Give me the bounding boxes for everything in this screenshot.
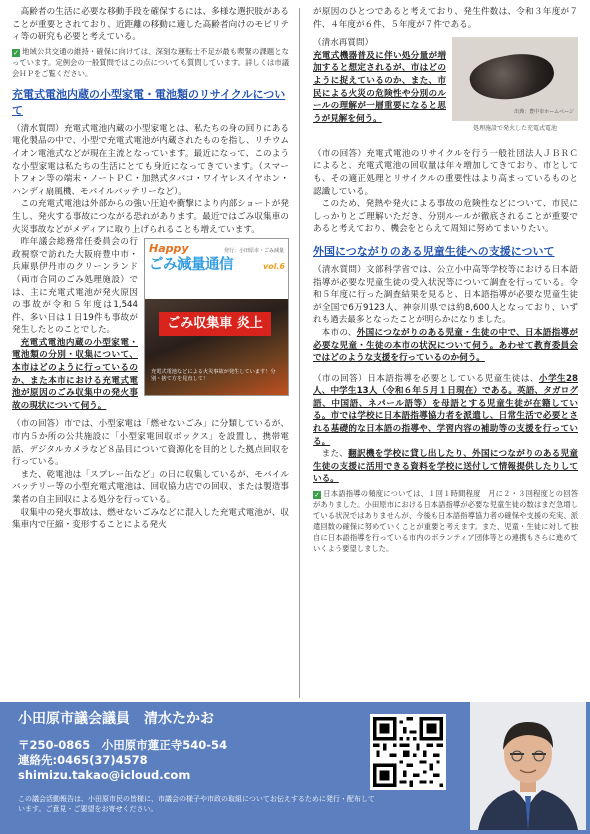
question-paragraph-3: 昨年議会総務常任委員会の行政視察で訪れた大阪府豊中市・兵庫県伊丹市のクリーンランド（両市合同のごみ処理施設）では、主に充電式電池が発火原因の事故が令和５年度は1,544件、多い日は１日19件も事故が発生したとのことでした。 bbox=[12, 237, 138, 336]
re-question-text: 充電式機器普及に伴い処分量が増加すると想定されるが、市はどのように捉えているのか、また、市民による火災の危険性や分別のルールの理解が一層重要になると思うが見解を伺う。 bbox=[313, 50, 446, 124]
checkmark-icon: ✓ bbox=[314, 491, 320, 500]
question-paragraph-2: この充電式電池は外部からの強い圧迫や衝撃により内部ショートが発生し、発火する事故につながる恐れがあります。最近ではごみ収集車の火災事故などがメディアに取り上げられることも増えています。 bbox=[12, 199, 289, 235]
councillor-portrait-photo bbox=[470, 702, 586, 830]
re-answer-label: （市の回答） bbox=[313, 148, 367, 159]
question-paragraph-1 bbox=[12, 123, 289, 199]
answer2-paragraph-1 bbox=[313, 373, 578, 449]
section-title-foreign-students: 外国につながりのある児童生徒への支援について bbox=[313, 244, 555, 258]
question-label: （清水質問） bbox=[12, 123, 64, 134]
photo-credit: 出典：豊中市ホームページ bbox=[514, 108, 574, 115]
flyer-small-text: 発行：小田原市・ごみ減量 bbox=[223, 248, 284, 255]
councillor-name: 小田原市議会議員 清水たかお bbox=[18, 711, 214, 727]
column-divider bbox=[299, 8, 300, 698]
gomi-newsletter-flyer-image bbox=[144, 238, 289, 396]
answer2-text-pre: 日本語指導を必要としている児童生徒は、 bbox=[367, 373, 539, 384]
answer-text-1: 市では、小型家電は「燃せないごみ」に分類しているが、市内５か所の公共施設に「小型家電回収ボックス」を設置し、携帯電話、デジタルカメラなど８品目について資源化を目的とした拠点回収を行っている。 bbox=[12, 419, 289, 468]
re-question-label: （清水再質問） bbox=[313, 38, 374, 49]
phone-number: 連絡先:0465(37)4578 bbox=[18, 753, 148, 767]
question-paragraph-4: 充電式電池内蔵の小型家電・電池類の分別・収集について、本市はどのように行っているのか、また本市における充電式電池が原因のごみ収集中の発火事故の現状について伺う。 bbox=[12, 337, 138, 411]
answer2-note bbox=[313, 488, 578, 554]
battery-photo-figure bbox=[452, 37, 578, 136]
intro-paragraph: 高齢者の生活に必要な移動手段を確保するには、多様な選択肢があることが重要とされており、近距離の移動に適した高齢者向けのモビリティ等の研究も必要と考えている。 bbox=[12, 7, 289, 43]
intro-note bbox=[12, 46, 289, 79]
answer-continuation: が原因のひとつであると考えており、発生件数は、令和３年度が７件、４年度が６件、５年度が７件である。 bbox=[313, 7, 578, 30]
right-column bbox=[313, 6, 578, 554]
answer2-text-pre-2: また、 bbox=[321, 449, 349, 460]
answer2-label: （市の回答） bbox=[313, 373, 368, 384]
question2-text-underlined: 外国につながりのある児童・生徒の中で、日本語指導が必要な児童・生徒の本市の状況について伺う。あわせて教育委員会ではどのような支援を行っているのか伺う。 bbox=[313, 327, 578, 364]
re-answer-paragraph-2: このため、発熱や発火による事故の危険性などについて、市民にしっかりとご理解いただき、分別ルールが徹底されることが重要であると考えており、機会をとらえて周知に努めてまいりたい。 bbox=[313, 199, 578, 235]
answer2-note-text: 日本語指導の頻度については、１回１時間程度 月に２・３回程度との回答がありました。小田原市における日本語指導が必要な児童生徒の数はまだ急増している状況ではありませんが、今後も日本語指導協力者の確保や支援の充実、派遣回数の確保に努めていくことが重要と考えます。また、児童・生徒に対して独自に日本語指導を行っている市内のボランティア団体等との連携もさらに進めていくよう要望しました。 bbox=[313, 489, 578, 554]
contact-block bbox=[18, 738, 227, 783]
answer-paragraph-2: また、乾電池は「スプレー缶など」の日に収集しているが、モバイルバッテリー等の小型充電式電池は、回収協力店での回収、または製造事業者の自主回収による処分を行っている。 bbox=[12, 469, 289, 505]
footer-contact-bar bbox=[0, 702, 590, 834]
answer-paragraph-1 bbox=[12, 418, 289, 468]
left-column bbox=[12, 6, 289, 532]
question-text-1: 充電式電池内蔵の小型家電とは、私たちの身の回りにある電化製品の中で、小型で充電式電池が内蔵されたものを指し、リチウムイオン電池式などが現在主流となっています。最近になって、このような小型家電は私たちの生活にとても身近になってきています。（スマートフォン等の端末・ノートＰＣ・加熱式タバコ・ワイヤレスイヤホン・ハンディ扇風機、モバイルバッテリーなど）。 bbox=[12, 123, 289, 197]
intro-note-text: 地域公共交通の維持・確保に向けては、深刻な運転士不足が最も喫緊の課題となっています。定例会の一般質問ではこの点についても質問しています。詳しくは市議会ＨＰをご覧ください。 bbox=[12, 46, 289, 78]
answer2-text-underlined-2: 翻訳機を学校に貸し出したり、外国につながりのある児童生徒の支援に活用できる資料を学校に送付して情報提供したりしている。 bbox=[313, 449, 578, 485]
flyer-caption: 充電式電池などによる火災事故が発生しています！分別・捨て方を見直して！ bbox=[151, 369, 276, 383]
postal-address: 〒250-0865 小田原市蓮正寺540-54 bbox=[18, 738, 228, 752]
answer2-text-underlined: 小学生28人、中学生13人（令和６年５月１日現在）である。英語、タガログ語、中国語、ネパール語等）を母語とする児童生徒が在籍している。市では学校に日本語指導協力者を派遣し、日常生活で必要とされる基礎的な日本語の指導や、学習内容の補助等の支援を行っている。 bbox=[313, 373, 578, 447]
section-title-battery-recycling: 充電式電池内蔵の小型家電・電池類のリサイクルについて bbox=[12, 87, 286, 117]
answer-paragraph-3: 収集中の発火事故は、燃せないごみなどに混入した充電式電池が、収集車内で圧縮・変形することによる発火 bbox=[12, 507, 289, 531]
question2-paragraph-1 bbox=[313, 264, 578, 327]
email-address[interactable]: shimizu.takao@icloud.com bbox=[18, 768, 191, 782]
qr-code[interactable] bbox=[370, 714, 446, 790]
burnt-battery-photo bbox=[452, 37, 578, 121]
flyer-title: ごみ減量通信 bbox=[149, 257, 233, 274]
answer2-paragraph-2 bbox=[313, 448, 578, 486]
question2-label: （清水質問） bbox=[313, 264, 367, 275]
question2-text-pre: 本市の、 bbox=[321, 327, 357, 338]
answer-label: （市の回答） bbox=[12, 419, 64, 430]
re-answer-paragraph-1 bbox=[313, 148, 578, 198]
flyer-volume: vol.6 bbox=[262, 262, 285, 272]
burnt-battery-shape bbox=[466, 47, 557, 108]
footer-fine-print: この議会活動報告は、小田原市民の皆様に、市議会の様子や市政の取組についてお伝えするために発行・配布しています。ご意見・ご要望をお寄せください。 bbox=[18, 795, 375, 813]
re-answer-text-1: 充電式電池のリサイクルを行う一般社団法人ＪＢＲＣによると、充電式電池の回収量は年々増加してきており、市としても、その適正処理とリサイクルの重要性はより高まっているものと認識している。 bbox=[313, 148, 578, 197]
question2-text-1: 文部科学省では、公立小中高等学校等における日本語指導が必要な児童生徒の受入状況等について調査を行っている。令和５年度に行った調査結果を見ると、日本語指導が必要な児童生徒が全国で6万9123人、神奈川県では約8,600人となっており、いずれも過去最多となったことが明らかになりました。 bbox=[313, 264, 578, 326]
flyer-happy-text: Happy bbox=[149, 242, 189, 256]
photo-caption: 処理施設で発火した充電式電池 bbox=[472, 125, 557, 133]
checkmark-icon: ✓ bbox=[13, 48, 19, 57]
question2-paragraph-2 bbox=[313, 327, 578, 365]
flyer-banner: ごみ収集車 炎上 bbox=[159, 312, 271, 336]
